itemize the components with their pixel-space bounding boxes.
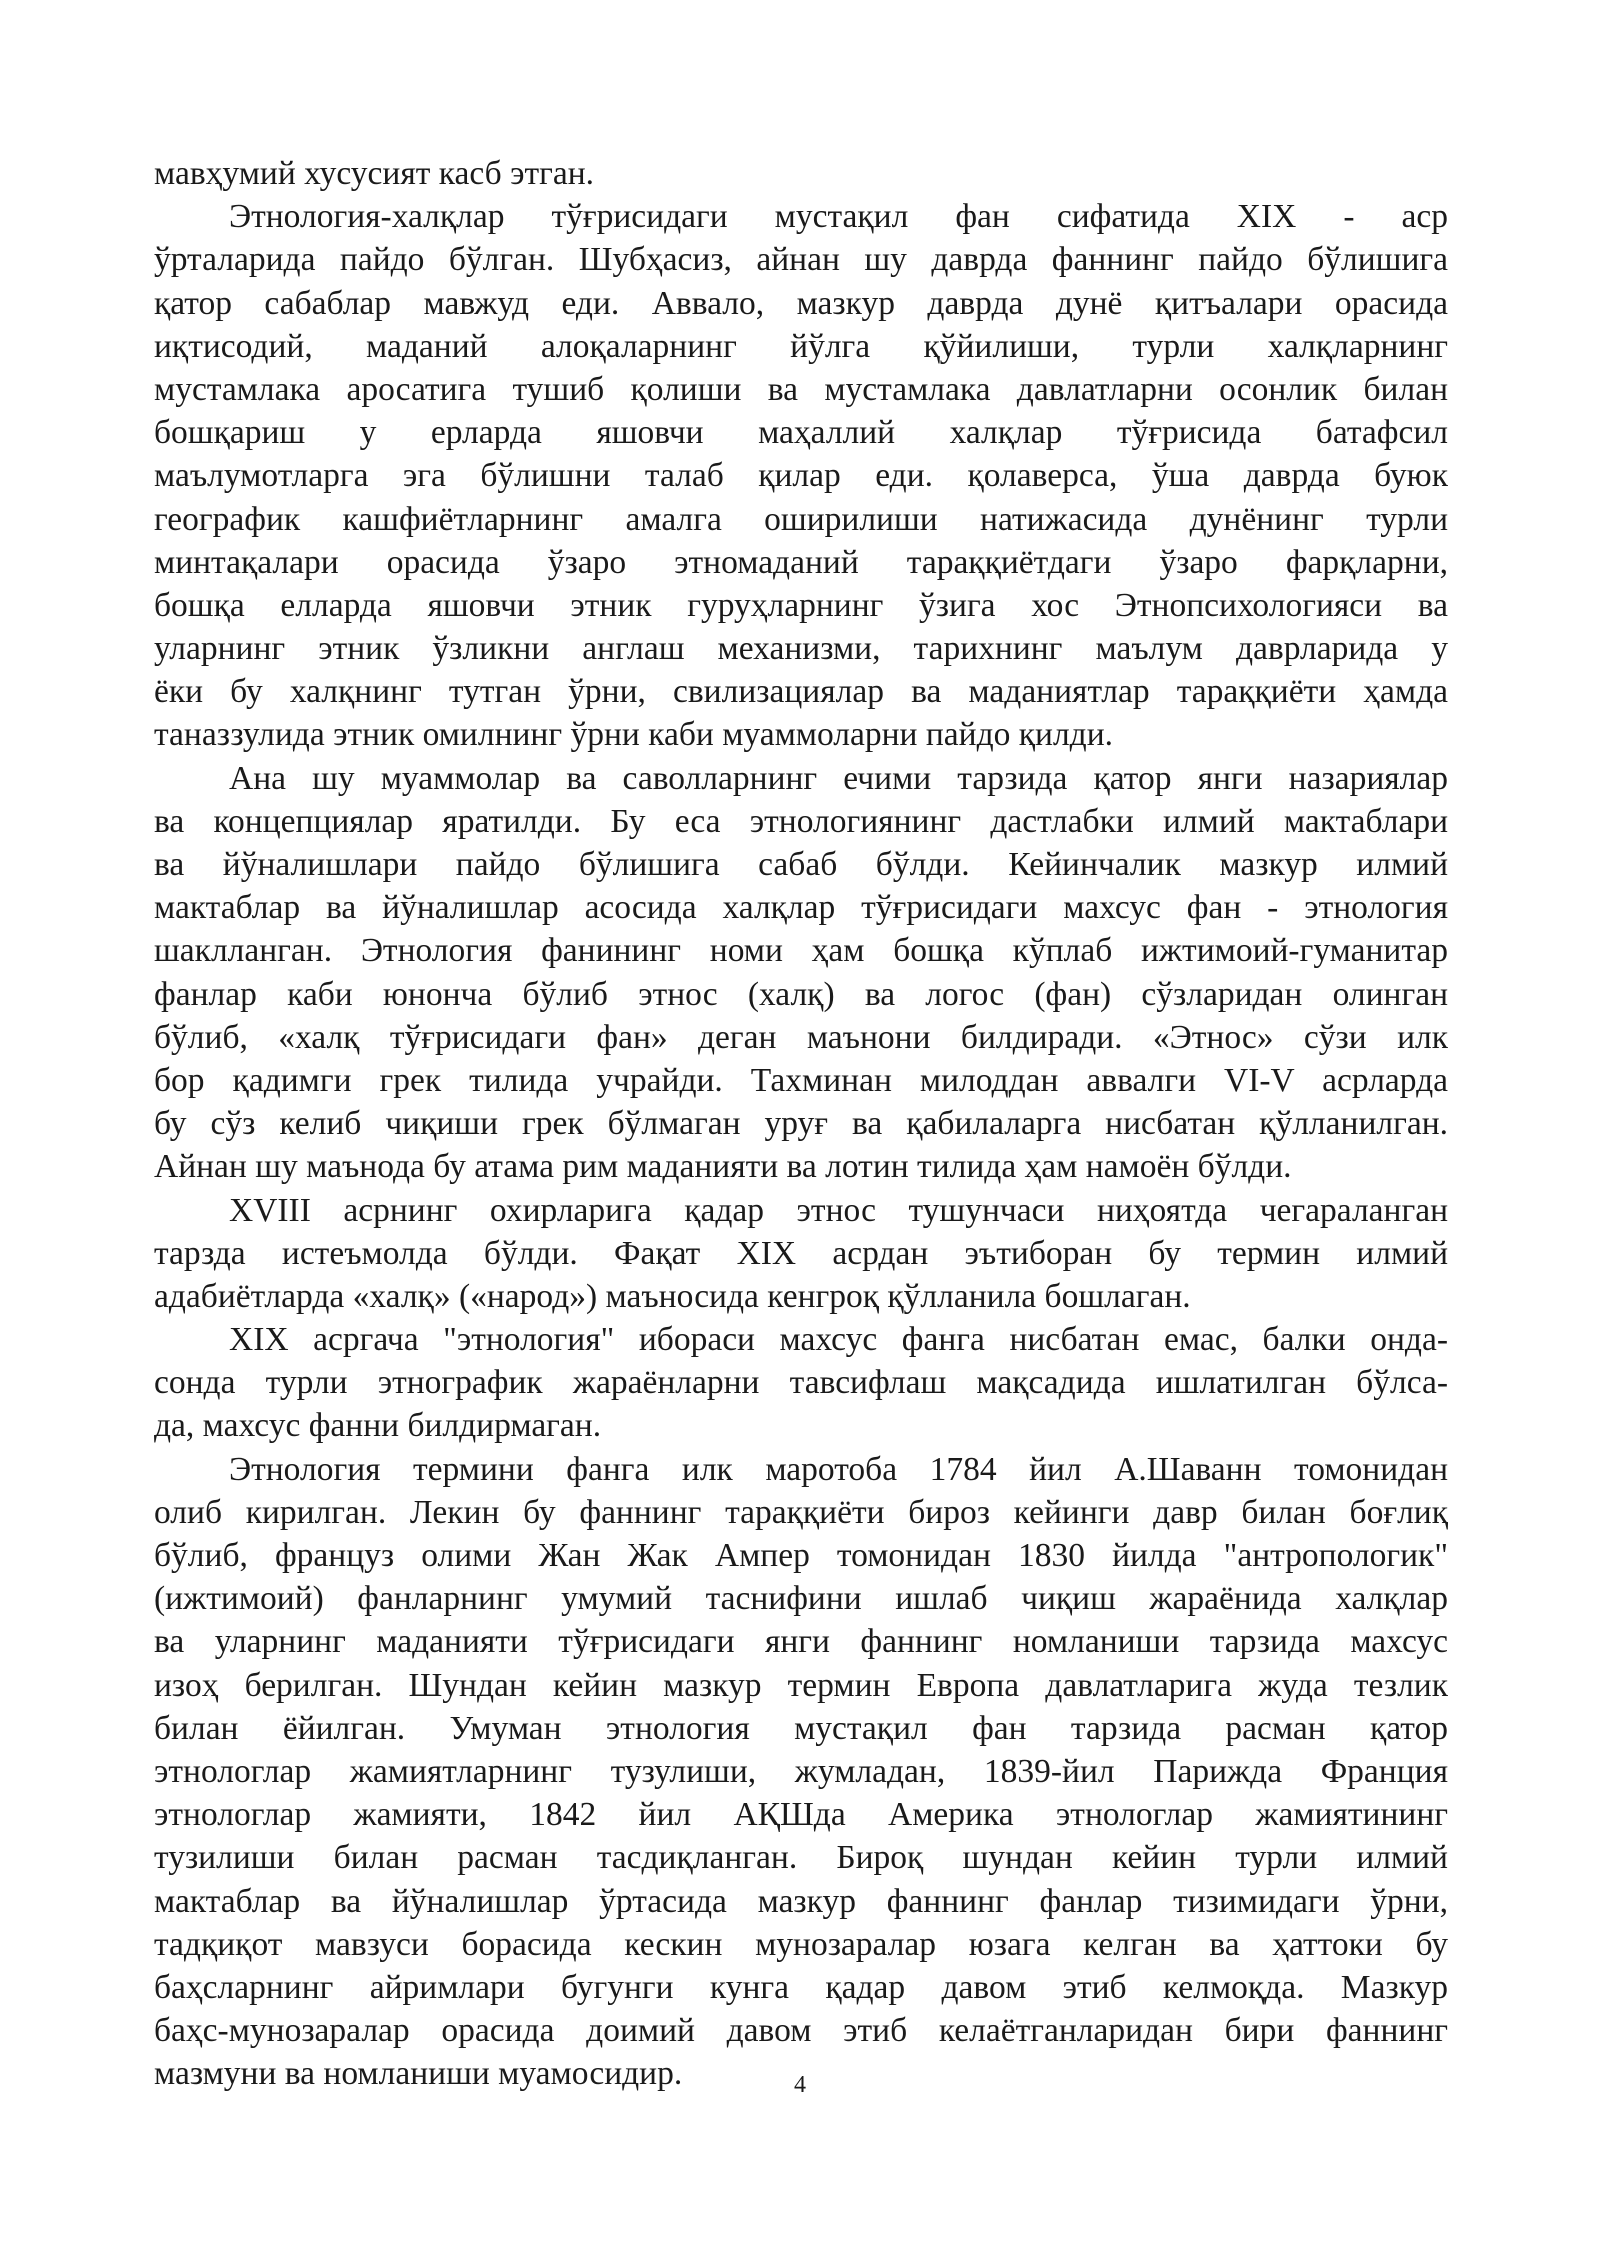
text-line: изоҳ берилган. Шундан кейин мазкур термин Европа давлатларига жуда тезлик <box>154 1666 1448 1704</box>
paragraph <box>154 1318 1448 1448</box>
text-line: Ана шу муаммолар ва саволларнинг ечими тарзида қатор янги назариялар <box>229 759 1448 797</box>
page-number: 4 <box>794 2072 806 2098</box>
text-line: XIX асргача "этнология" ибораси махсус фанга нисбатан емас, балки онда- <box>229 1321 1448 1359</box>
text-line: мавҳумий хусусият касб этган. <box>154 155 595 192</box>
text-line: уларнинг этник ўзликни англаш механизми, тарихнинг маълум даврларида у <box>154 630 1448 668</box>
text-line: маълумотларга эга бўлишни талаб қилар еди. қолаверса, ўша даврда буюк <box>154 457 1448 495</box>
text-line: ва уларнинг маданияти тўғрисидаги янги фаннинг номланиши тарзида махсус <box>154 1623 1448 1661</box>
text-line: баҳсларнинг айримлари бугунги кунга қадар давом этиб келмоқда. Мазкур <box>154 1968 1448 2006</box>
text-line: баҳс-мунозаралар орасида доимий давом этиб келаётганларидан бири фаннинг <box>154 2012 1448 2050</box>
text-line: ва концепциялар яратилди. Бу еса этнологиянинг дастлабки илмий мактаблари <box>154 802 1448 840</box>
text-line: олиб кирилган. Лекин бу фаннинг тараққиёти бироз кейинги давр билан боғлиқ <box>154 1493 1448 1531</box>
body-text <box>154 152 1448 2095</box>
text-line: географик кашфиётларнинг амалга оширилиши натижасида дунёнинг турли <box>154 500 1448 538</box>
text-line: иқтисодий, маданий алоқаларнинг йўлга қўйилиши, турли халқларнинг <box>154 327 1448 365</box>
text-line: мустамлака аросатига тушиб қолиши ва мустамлака давлатларни осонлик билан <box>154 370 1448 408</box>
paragraph <box>154 152 1448 195</box>
paragraph <box>154 757 1448 1189</box>
text-line: тадқиқот мавзуси борасида кескин мунозаралар юзага келган ва ҳаттоки бу <box>154 1925 1448 1963</box>
paragraph <box>154 195 1448 756</box>
text-line: бор қадимги грек тилида учрайди. Тахминан милоддан аввалги VI-V асрларда <box>154 1061 1448 1099</box>
paragraph <box>154 1448 1448 2096</box>
text-line: Этнология-халқлар тўғрисидаги мустақил фан сифатида XIX - аср <box>229 198 1448 236</box>
text-line: шаклланган. Этнология фанининг номи ҳам бошқа кўплаб ижтимоий-гуманитар <box>154 932 1448 970</box>
text-line: тузилиши билан расман тасдиқланган. Бироқ шундан кейин турли илмий <box>154 1839 1448 1877</box>
text-line: бўлиб, француз олими Жан Жак Ампер томонидан 1830 йилда "антропологик" <box>154 1537 1448 1574</box>
text-line: ёки бу халқнинг тутган ўрни, свилизациялар ва маданиятлар тараққиёти ҳамда <box>154 673 1448 711</box>
text-line: мактаблар ва йўналишлар асосида халқлар тўғрисидаги махсус фан - этнология <box>154 889 1448 927</box>
text-line: да, махсус фанни билдирмаган. <box>154 1407 602 1445</box>
text-line: билан ёйилган. Умуман этнология мустақил фан тарзида расман қатор <box>154 1709 1448 1747</box>
text-line: бу сўз келиб чиқиши грек бўлмаган уруғ ва қабилаларга нисбатан қўлланилган. <box>154 1105 1448 1143</box>
text-line: бўлиб, «халқ тўғрисидаги фан» деган маънони билдиради. «Этнос» сўзи илк <box>154 1018 1448 1056</box>
text-line: этнологлар жамияти, 1842 йил АҚШда Америка этнологлар жамиятининг <box>154 1796 1448 1834</box>
text-line: фанлар каби юнонча бўлиб этнос (халқ) ва логос (фан) сўзларидан олинган <box>154 975 1448 1013</box>
text-line: ва йўналишлари пайдо бўлишига сабаб бўлди. Кейинчалик мазкур илмий <box>154 846 1448 883</box>
text-line: Айнан шу маънода бу атама рим маданияти ва лотин тилида ҳам намоён бўлди. <box>154 1148 1292 1186</box>
text-line: таназзулида этник омилнинг ўрни каби муаммоларни пайдо қилди. <box>154 716 1114 754</box>
text-line: мактаблар ва йўналишлар ўртасида мазкур фаннинг фанлар тизимидаги ўрни, <box>154 1882 1448 1920</box>
text-line: тарзда истеъмолда бўлди. Фақат XIX асрдан эътиборан бу термин илмий <box>154 1234 1448 1272</box>
text-line: XVIII асрнинг охирларига қадар этнос тушунчаси ниҳоятда чегараланган <box>229 1191 1448 1229</box>
text-line: этнологлар жамиятларнинг тузулиши, жумладан, 1839-йил Парижда Франция <box>154 1752 1448 1790</box>
text-line: минтақалари орасида ўзаро этномаданий тараққиётдаги ўзаро фарқларни, <box>154 543 1448 581</box>
text-line: сонда турли этнографик жараёнларни тавсифлаш мақсадида ишлатилган бўлса- <box>154 1364 1448 1402</box>
text-line: адабиётларда «халқ» («народ») маъносида кенгроқ қўлланила бошлаган. <box>154 1277 1191 1315</box>
text-line: қатор сабаблар мавжуд еди. Аввало, мазкур даврда дунё қитъалари орасида <box>154 284 1448 322</box>
text-line: Этнология термини фанга илк маротоба 1784 йил А.Шаванн томонидан <box>229 1450 1448 1488</box>
text-line: мазмуни ва номланиши муамосидир. <box>154 2055 683 2093</box>
paragraph <box>154 1189 1448 1319</box>
text-line: бошқариш у ерларда яшовчи маҳаллий халқлар тўғрисида батафсил <box>154 414 1448 452</box>
text-line: ўрталарида пайдо бўлган. Шубҳасиз, айнан шу даврда фаннинг пайдо бўлишига <box>154 241 1448 279</box>
text-line: (ижтимоий) фанларнинг умумий таснифини ишлаб чиқиш жараёнида халқлар <box>154 1580 1448 1618</box>
text-line: бошқа елларда яшовчи этник гуруҳларнинг ўзига хос Этнопсихологияси ва <box>154 586 1448 624</box>
